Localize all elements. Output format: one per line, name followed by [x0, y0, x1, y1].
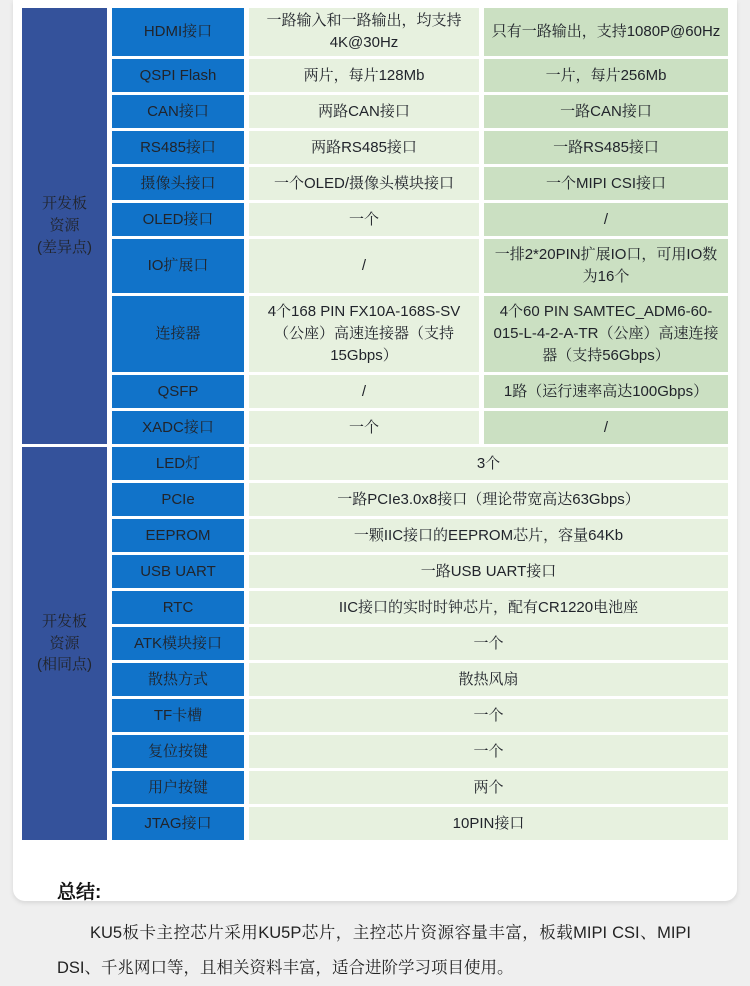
- feature-cell: OLED接口: [112, 203, 244, 236]
- summary-section: [13, 843, 737, 986]
- table-row: [22, 8, 728, 56]
- value-b-cell: 只有一路输出，支持1080P@60Hz: [484, 8, 728, 56]
- value-b-cell: /: [484, 411, 728, 444]
- value-b-cell: /: [484, 203, 728, 236]
- shared-value-cell: 一个: [249, 699, 728, 732]
- feature-cell: RTC: [112, 591, 244, 624]
- spec-comparison-table: [17, 5, 733, 843]
- value-b-cell: 一路CAN接口: [484, 95, 728, 128]
- value-b-cell: 一排2*20PIN扩展IO口，可用IO数为16个: [484, 239, 728, 293]
- table-row: [22, 203, 728, 236]
- feature-cell: PCIe: [112, 483, 244, 516]
- feature-cell: XADC接口: [112, 411, 244, 444]
- category-line: (差异点): [37, 238, 92, 256]
- feature-cell: TF卡槽: [112, 699, 244, 732]
- value-a-cell: 一个: [249, 411, 479, 444]
- shared-value-cell: IIC接口的实时时钟芯片，配有CR1220电池座: [249, 591, 728, 624]
- content-card: [13, 0, 737, 977]
- feature-cell: 连接器: [112, 296, 244, 372]
- value-a-cell: /: [249, 375, 479, 408]
- shared-value-cell: 一个: [249, 627, 728, 660]
- value-a-cell: /: [249, 239, 479, 293]
- table-row: [22, 59, 728, 92]
- value-b-cell: 1路（运行速率高达100Gbps）: [484, 375, 728, 408]
- table-row: [22, 411, 728, 444]
- table-row: [22, 699, 728, 732]
- shared-value-cell: 一颗IIC接口的EEPROM芯片，容量64Kb: [249, 519, 728, 552]
- table-row: [22, 483, 728, 516]
- value-a-cell: 两路CAN接口: [249, 95, 479, 128]
- table-row: [22, 296, 728, 372]
- feature-cell: 摄像头接口: [112, 167, 244, 200]
- feature-cell: 散热方式: [112, 663, 244, 696]
- value-a-cell: 4个168 PIN FX10A-168S-SV（公座）高速连接器（支持15Gbps）: [249, 296, 479, 372]
- shared-value-cell: 一路USB UART接口: [249, 555, 728, 588]
- table-row: [22, 447, 728, 480]
- table-row: [22, 519, 728, 552]
- table-row: [22, 167, 728, 200]
- category-line: 开发板: [41, 195, 87, 213]
- value-a-cell: 两片，每片128Mb: [249, 59, 479, 92]
- table-row: [22, 735, 728, 768]
- shared-value-cell: 10PIN接口: [249, 807, 728, 840]
- table-row: [22, 807, 728, 840]
- summary-body: KU5板卡主控芯片采用KU5P芯片，主控芯片资源容量丰富，板载MIPI CSI、MIPI DSI、千兆网口等，且相关资料丰富，适合进阶学习项目使用。: [57, 924, 691, 977]
- shared-value-cell: 3个: [249, 447, 728, 480]
- value-b-cell: 一个MIPI CSI接口: [484, 167, 728, 200]
- feature-cell: CAN接口: [112, 95, 244, 128]
- value-a-cell: 一个: [249, 203, 479, 236]
- value-b-cell: 一片，每片256Mb: [484, 59, 728, 92]
- category-cell-similarities: [22, 447, 107, 840]
- table-row: [22, 663, 728, 696]
- value-b-cell: 一路RS485接口: [484, 131, 728, 164]
- feature-cell: EEPROM: [112, 519, 244, 552]
- feature-cell: QSFP: [112, 375, 244, 408]
- feature-cell: HDMI接口: [112, 8, 244, 56]
- value-a-cell: 一路输入和一路输出，均支持4K@30Hz: [249, 8, 479, 56]
- table-row: [22, 591, 728, 624]
- shared-value-cell: 一路PCIe3.0x8接口（理论带宽高达63Gbps）: [249, 483, 728, 516]
- table-row: [22, 131, 728, 164]
- feature-cell: JTAG接口: [112, 807, 244, 840]
- feature-cell: IO扩展口: [112, 239, 244, 293]
- shared-value-cell: 散热风扇: [249, 663, 728, 696]
- category-line: 开发板: [41, 612, 87, 630]
- feature-cell: RS485接口: [112, 131, 244, 164]
- table-row: [22, 95, 728, 128]
- feature-cell: USB UART: [112, 555, 244, 588]
- value-b-cell: 4个60 PIN SAMTEC_ADM6-60-015-L-4-2-A-TR（公座）高速连接器（支持56Gbps）: [484, 296, 728, 372]
- value-a-cell: 一个OLED/摄像头模块接口: [249, 167, 479, 200]
- category-cell-differences: [22, 8, 107, 444]
- feature-cell: 用户按键: [112, 771, 244, 804]
- feature-cell: 复位按键: [112, 735, 244, 768]
- summary-title: 总结:: [57, 882, 102, 903]
- table-row: [22, 239, 728, 293]
- table-row: [22, 375, 728, 408]
- category-line: 资源: [49, 634, 80, 652]
- spec-table-wrap: [13, 0, 737, 843]
- table-row: [22, 555, 728, 588]
- category-line: 资源: [49, 217, 80, 235]
- table-row: [22, 627, 728, 660]
- feature-cell: LED灯: [112, 447, 244, 480]
- table-row: [22, 771, 728, 804]
- value-a-cell: 两路RS485接口: [249, 131, 479, 164]
- category-line: (相同点): [37, 656, 92, 674]
- shared-value-cell: 一个: [249, 735, 728, 768]
- feature-cell: ATK模块接口: [112, 627, 244, 660]
- shared-value-cell: 两个: [249, 771, 728, 804]
- feature-cell: QSPI Flash: [112, 59, 244, 92]
